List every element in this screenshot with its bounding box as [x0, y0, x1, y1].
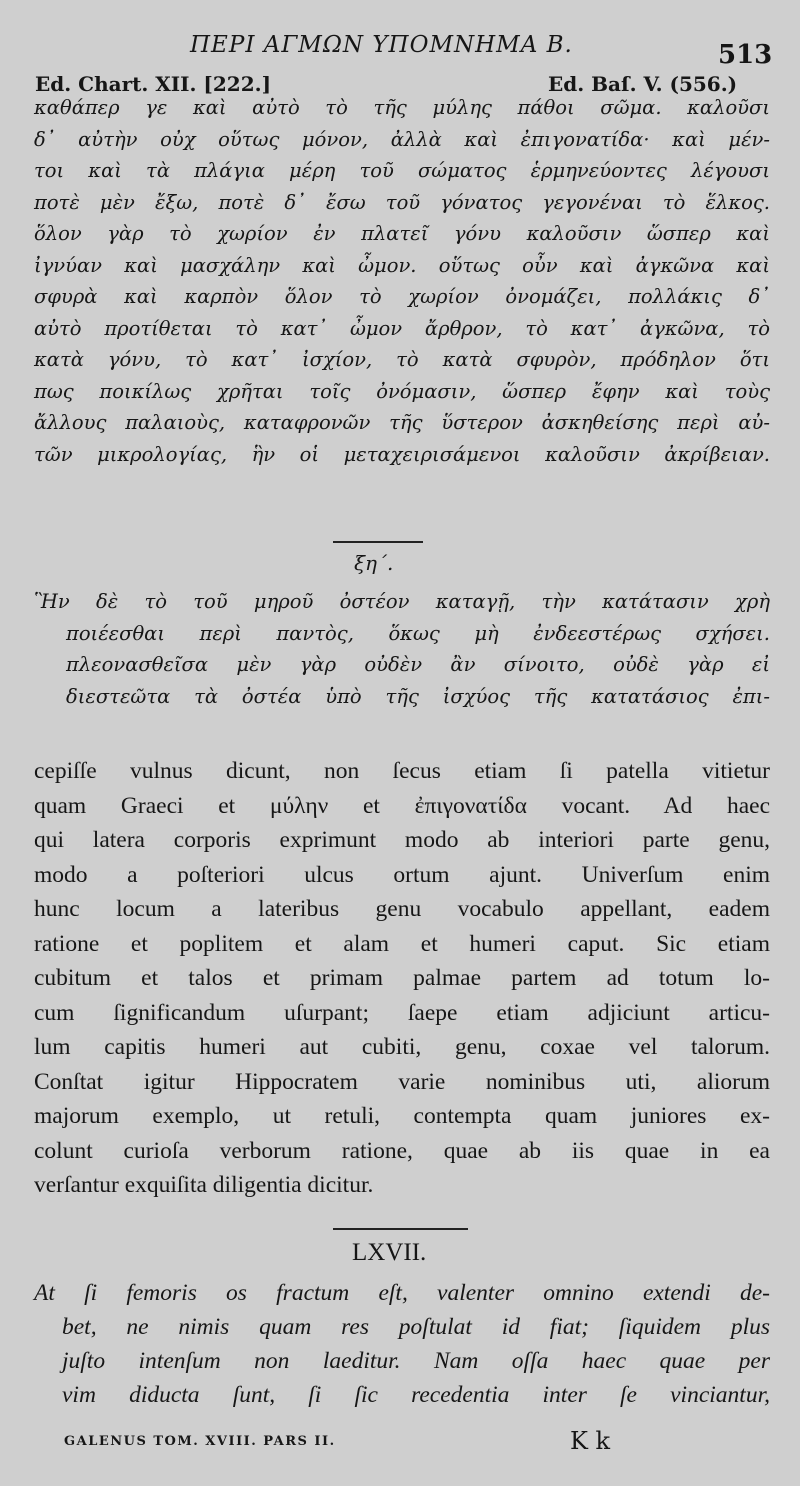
- latin-line: cum ſignificandum uſurpant; ſaepe etiam adjiciunt articu-: [34, 999, 770, 1026]
- greek-line: ἄλλους παλαιοὺς, καταφρονῶν τῆς ὕστερον ἀσκηθείσης περὶ αὐ-: [34, 411, 770, 434]
- signature-line: GALENUS TOM. XVIII. PARS II.: [64, 1434, 336, 1449]
- greek-line: σφυρὰ καὶ καρπὸν ὅλον τὸ χωρίον ὀνομάζει, πολλάκις δ᾿: [34, 285, 770, 308]
- latin-line: cubitum et talos et primam palmae partem ad totum lo-: [34, 965, 770, 991]
- latin-line: ratione et poplitem et alam et humeri caput. Sic etiam: [34, 930, 770, 957]
- latin-line: colunt curioſa verborum ratione, quae ab iis quae in ea: [34, 1137, 770, 1164]
- latin-line: At ſi femoris os fractum eſt, valenter omnino extendi de-: [34, 1280, 770, 1306]
- latin-section-number: LXVII.: [352, 1239, 427, 1266]
- edition-reference-basel: Ed. Baſ. V. (556.): [548, 72, 738, 96]
- latin-line: hunc locum a lateribus genu vocabulo appellant, eadem: [34, 896, 770, 922]
- latin-translation-block: [34, 754, 770, 1203]
- latin-line: cepiſſe vulnus dicunt, non ſecus etiam ſi patella vitietur: [34, 758, 770, 784]
- greek-line: πλεονασθεῖσα μὲν γὰρ οὐδὲν ἂν σίνοιτο, οὐδὲ γὰρ εἰ: [66, 653, 770, 676]
- greek-line: ποτὲ μὲν ἔξω, ποτὲ δ᾿ ἔσω τοῦ γόνατος γεγονέναι τὸ ἕλκος.: [34, 190, 770, 214]
- greek-line: αὐτὸ προτίθεται τὸ κατ᾿ ὦμον ἄρθρον, τὸ κατ᾿ ἀγκῶνα, τὸ: [34, 316, 770, 340]
- latin-line: bet, ne nimis quam res poſtulat id fiat; ſiquidem plus: [62, 1314, 770, 1340]
- greek-line: πως ποικίλως χρῆται τοῖς ὀνόμασιν, ὥσπερ ἔφην καὶ τοὺς: [34, 379, 770, 403]
- running-title: ΠΕΡΙ ΑΓΜΩΝ ΥΠΟΜΝΗΜΑ Β.: [190, 32, 573, 58]
- greek-line: ποιέεσθαι περὶ παντὸς, ὅκως μὴ ἐνδεεστέρως σχήσει.: [66, 621, 770, 645]
- latin-translation-block: [34, 1276, 770, 1412]
- greek-text-block: [34, 586, 770, 712]
- latin-line: juſto intenſum non laeditur. Nam oſſa haec quae per: [62, 1348, 770, 1374]
- section-divider: [333, 541, 423, 543]
- latin-line: lum capitis humeri aut cubiti, genu, coxae vel talorum.: [34, 1034, 770, 1060]
- greek-line: ἰγνύαν καὶ μασχάλην καὶ ὦμον. οὕτως οὖν καὶ ἀγκῶνα καὶ: [34, 253, 770, 277]
- latin-line: modo a poſteriori ulcus ortum ajunt. Univerſum enim: [34, 861, 770, 888]
- greek-line: καθάπερ γε καὶ αὐτὸ τὸ τῆς μύλης πάθοι σῶμα. καλοῦσι: [34, 96, 770, 119]
- latin-line: verſantur exquiſita diligentia dicitur.: [34, 1172, 374, 1198]
- greek-line: Ἣν δὲ τὸ τοῦ μηροῦ ὀστέον καταγῇ, τὴν κατάτασιν χρὴ: [34, 590, 770, 613]
- greek-line: τοι καὶ τὰ πλάγια μέρη τοῦ σώματος ἑρμηνεύοντες λέγουσι: [34, 159, 770, 182]
- page-number: 513: [718, 40, 773, 70]
- gathering-mark: K k: [570, 1427, 611, 1455]
- greek-line: κατὰ γόνυ, τὸ κατ᾿ ἰσχίον, τὸ κατὰ σφυρὸν, πρόδηλον ὅτι: [34, 348, 770, 371]
- greek-section-number: ξη΄.: [354, 551, 394, 575]
- latin-line: quam Graeci et μύλην et ἐπιγονατίδα vocant. Ad haec: [34, 792, 770, 819]
- latin-line: vim diducta ſunt, ſi ſic recedentia inter ſe vinciantur,: [62, 1382, 770, 1408]
- greek-line: τῶν μικρολογίας, ἣν οἱ μεταχειρισάμενοι καλοῦσιν ἀκρίβειαν.: [34, 442, 770, 466]
- section-divider: [333, 1228, 468, 1230]
- greek-text-block: [34, 92, 770, 466]
- latin-line: Conſtat igitur Hippocratem varie nominibus uti, aliorum: [34, 1068, 770, 1095]
- latin-line: qui latera corporis exprimunt modo ab interiori parte genu,: [34, 827, 770, 853]
- latin-line: majorum exemplo, ut retuli, contempta quam juniores ex-: [34, 1103, 770, 1129]
- edition-reference-chartier: Ed. Chart. XII. [222.]: [35, 72, 272, 96]
- greek-line: δ᾿ αὐτὴν οὐχ οὕτως μόνον, ἀλλὰ καὶ ἐπιγονατίδα· καὶ μέν-: [34, 127, 770, 151]
- greek-line: ὅλον γὰρ τὸ χωρίον ἐν πλατεῖ γόνυ καλοῦσιν ὥσπερ καὶ: [34, 222, 770, 245]
- greek-line: διεστεῶτα τὰ ὀστέα ὑπὸ τῆς ἰσχύος τῆς κατατάσιος ἐπι-: [66, 684, 770, 708]
